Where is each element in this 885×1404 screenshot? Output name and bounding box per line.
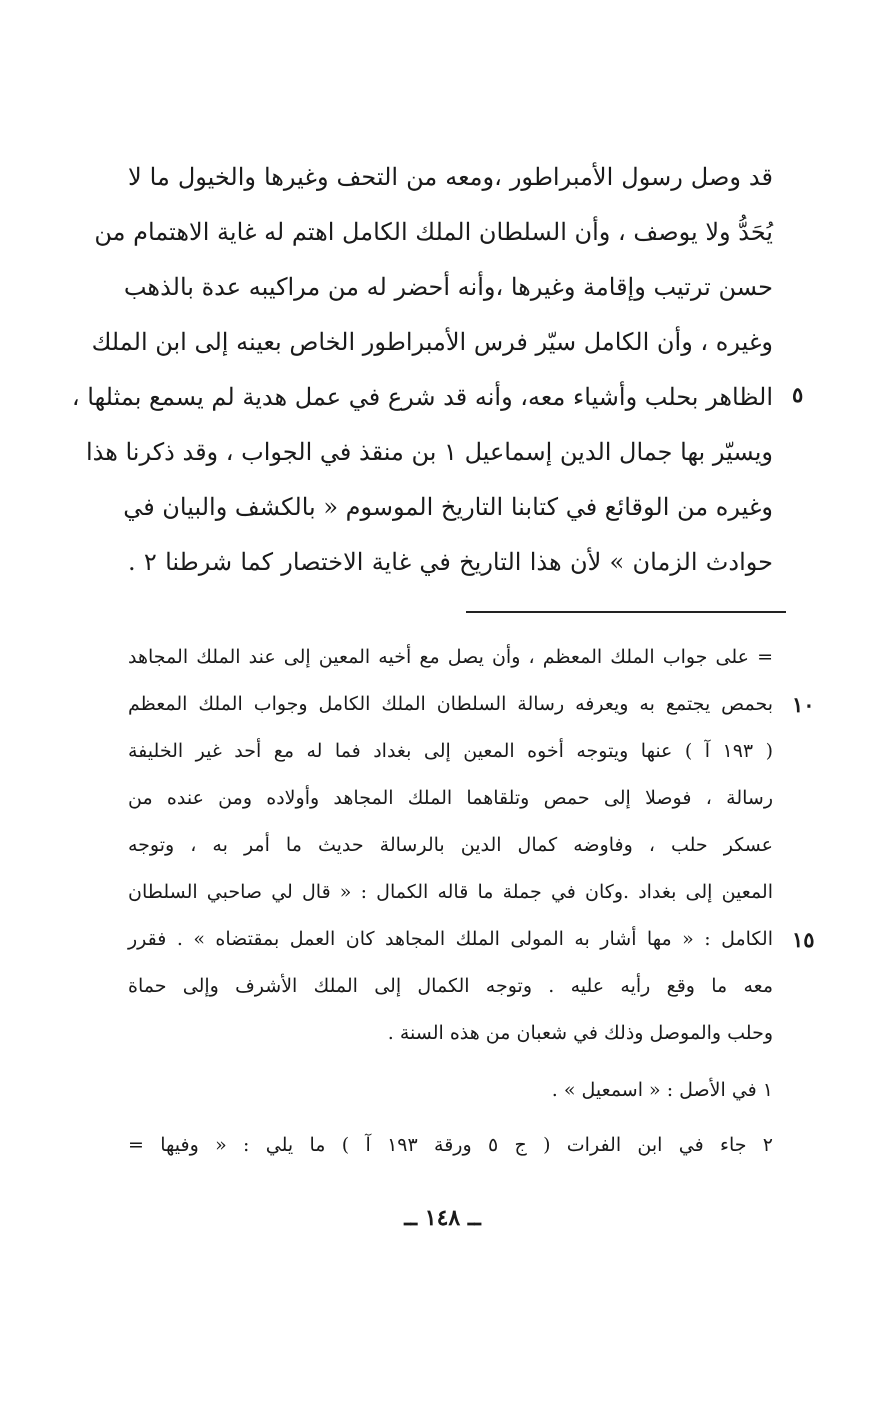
footnote-1: ١ في الأصل : « اسمعيل » . [551, 1079, 773, 1101]
line-number-10: ١٠ [792, 692, 815, 717]
footnote-line: رسالة ، فوصلا إلى حمص وتلقاهما الملك المجاهد وأولاده ومن عنده من [128, 787, 773, 809]
footnote-line: ( ١٩٣ آ ) عنها ويتوجه أخوه المعين إلى بغداد فما له مع أحد غير الخليفة [128, 740, 774, 762]
main-text-line: قد وصل رسول الأمبراطور ،ومعه من التحف وغيرها والخيول ما لا [128, 163, 773, 191]
main-text-line: ويسيّر بها جمال الدين إسماعيل ١ بن منقذ في الجواب ، وقد ذكرنا هذا [85, 438, 773, 466]
footnote-line: عسكر حلب ، وفاوضه كمال الدين بالرسالة حديث ما أمر به ، وتوجه [128, 834, 773, 856]
footnote-line: بحمص يجتمع به ويعرفه رسالة السلطان الملك الكامل وجواب الملك المعظم [128, 693, 773, 715]
footnote-line: معه ما وقع رأيه عليه . وتوجه الكمال إلى الملك الأشرف وإلى حماة [128, 975, 773, 997]
main-text-line: الظاهر بحلب وأشياء معه، وأنه قد شرع في عمل هدية لم يسمع بمثلها ، [71, 383, 773, 411]
footnote-line: = على جواب الملك المعظم ، وأن يصل مع أخيه المعين إلى عند الملك المجاهد [128, 646, 773, 668]
footnote-line: وحلب والموصل وذلك في شعبان من هذه السنة . [387, 1022, 773, 1044]
line-number-15: ١٥ [792, 927, 815, 952]
footnote-separator [466, 611, 786, 613]
footnote-line: المعين إلى بغداد .وكان في جملة ما قاله الكمال : « قال لي صاحبي السلطان [128, 881, 773, 903]
footnote-line: الكامل : « مها أشار به المولى الملك المجاهد كان العمل بمقتضاه » . فقرر [128, 928, 773, 950]
line-number-5: ٥ [792, 382, 804, 407]
main-text-line: وغيره ، وأن الكامل سيّر فرس الأمبراطور الخاص بعينه إلى ابن الملك [91, 328, 773, 356]
main-text-line: حسن ترتيب وإقامة وغيرها ،وأنه أحضر له من مراكيبه عدة بالذهب [123, 273, 773, 301]
main-text-line: يُحَدُّ ولا يوصف ، وأن السلطان الملك الكامل اهتم له غاية الاهتمام من [94, 218, 773, 246]
footnote-2: ٢ جاء في ابن الفرات ( ج ٥ ورقة ١٩٣ آ ) ما يلي : « وفيها = [128, 1134, 774, 1156]
main-text-line: حوادث الزمان » لأن هذا التاريخ في غاية الاختصار كما شرطنا ٢ . [128, 548, 773, 576]
page-number: ــ ١٤٨ ــ [404, 1205, 481, 1231]
main-text-line: وغيره من الوقائع في كتابنا التاريخ الموسوم « بالكشف والبيان في [123, 493, 773, 521]
